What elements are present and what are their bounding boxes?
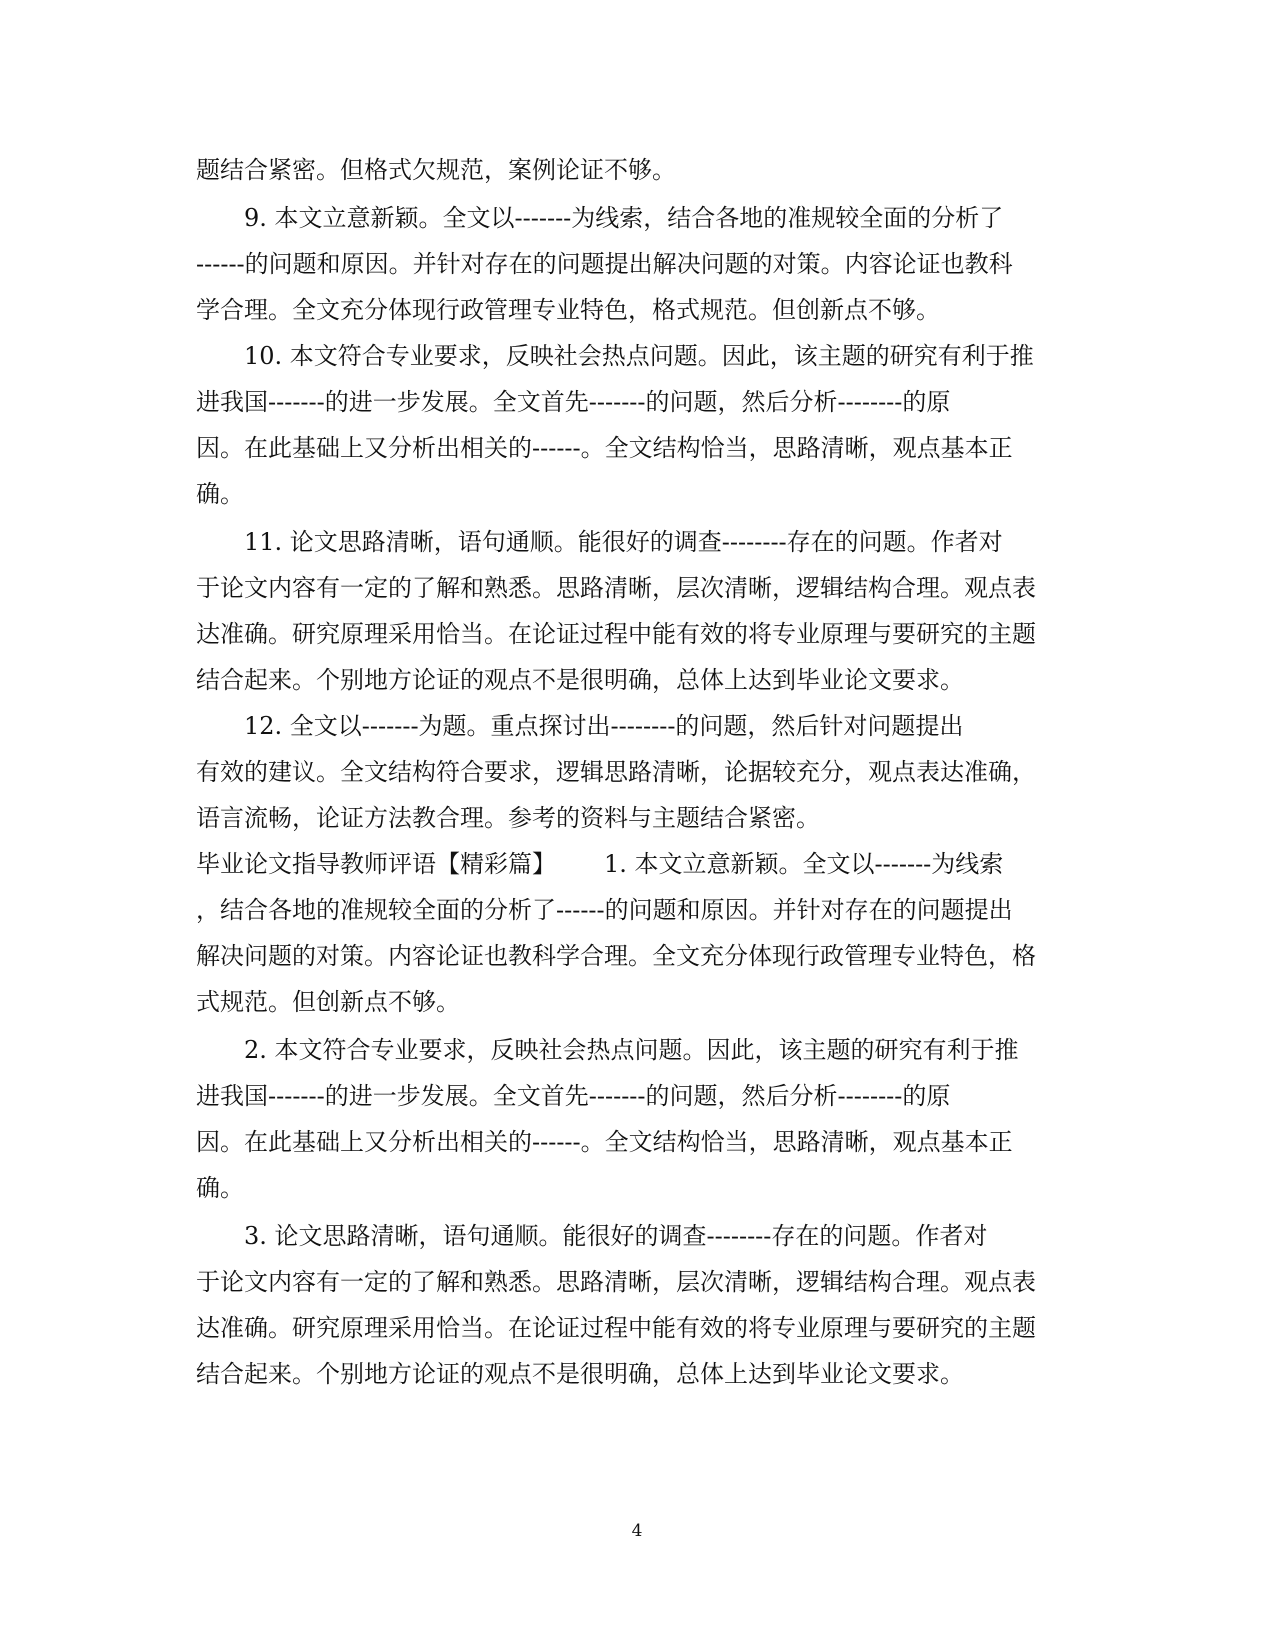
section-heading: 毕业论文指导教师评语【精彩篇】 — [196, 850, 556, 878]
text-line: 于论文内容有一定的了解和熟悉。思路清晰，层次清晰，逻辑结构合理。观点表 — [196, 1268, 1036, 1296]
text-line: ，结合各地的准规较全面的分析了------的问题和原因。并针对存在的问题提出 — [196, 896, 1013, 924]
text-line: 有效的建议。全文结构符合要求，逻辑思路清晰，论据较充分，观点表达准确， — [196, 758, 1036, 786]
text-line: 进我国-------的进一步发展。全文首先-------的问题，然后分析--------的原 — [196, 388, 951, 416]
text-line: 结合起来。个别地方论证的观点不是很明确，总体上达到毕业论文要求。 — [196, 666, 964, 694]
text-line: 题结合紧密。但格式欠规范，案例论证不够。 — [196, 156, 676, 184]
text-line: 于论文内容有一定的了解和熟悉。思路清晰，层次清晰，逻辑结构合理。观点表 — [196, 574, 1036, 602]
page-number: 4 — [631, 1521, 643, 1541]
item-10-line: 10. 本文符合专业要求，反映社会热点问题。因此，该主题的研究有利于推 — [244, 342, 1034, 370]
text-line: ------的问题和原因。并针对存在的问题提出解决问题的对策。内容论证也教科 — [196, 250, 1013, 278]
text-line: 语言流畅，论证方法教合理。参考的资料与主题结合紧密。 — [196, 804, 820, 832]
text-line: 因。在此基础上又分析出相关的------。全文结构恰当，思路清晰，观点基本正 — [196, 1128, 1013, 1156]
text-line: 因。在此基础上又分析出相关的------。全文结构恰当，思路清晰，观点基本正 — [196, 434, 1013, 462]
text-line: 学合理。全文充分体现行政管理专业特色，格式规范。但创新点不够。 — [196, 296, 940, 324]
text-line: 达准确。研究原理采用恰当。在论证过程中能有效的将专业原理与要研究的主题 — [196, 1314, 1036, 1342]
item-3-line: 3. 论文思路清晰，语句通顺。能很好的调查--------存在的问题。作者对 — [244, 1222, 988, 1250]
text-line: 达准确。研究原理采用恰当。在论证过程中能有效的将专业原理与要研究的主题 — [196, 620, 1036, 648]
text-line: 解决问题的对策。内容论证也教科学合理。全文充分体现行政管理专业特色，格 — [196, 942, 1036, 970]
text-line: 结合起来。个别地方论证的观点不是很明确，总体上达到毕业论文要求。 — [196, 1360, 964, 1388]
text-line: 确。 — [196, 480, 244, 508]
item-2-line: 2. 本文符合专业要求，反映社会热点问题。因此，该主题的研究有利于推 — [244, 1036, 1019, 1064]
item-9-line: 9. 本文立意新颖。全文以-------为线索，结合各地的准规较全面的分析了 — [244, 204, 1004, 232]
item-1-start: 1. 本文立意新颖。全文以-------为线索 — [604, 850, 1004, 878]
text-line: 进我国-------的进一步发展。全文首先-------的问题，然后分析--------的原 — [196, 1082, 951, 1110]
text-line: 确。 — [196, 1174, 244, 1202]
item-11-line: 11. 论文思路清晰，语句通顺。能很好的调查--------存在的问题。作者对 — [244, 528, 1003, 556]
item-12-line: 12. 全文以-------为题。重点探讨出--------的问题，然后针对问题提出 — [244, 712, 964, 740]
text-line: 式规范。但创新点不够。 — [196, 988, 460, 1016]
section-heading-line — [196, 840, 1076, 888]
